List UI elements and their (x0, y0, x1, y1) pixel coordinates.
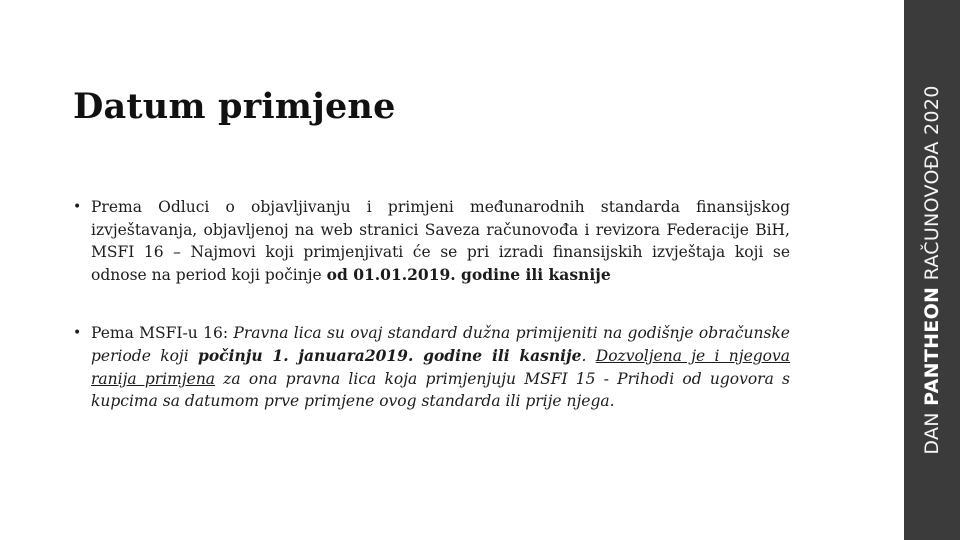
bullet-lead: Pema MSFI-u 16: (91, 324, 234, 343)
bullet-point-msfi (73, 322, 790, 412)
brand-suffix: RAČUNOVOĐA 2020 (921, 85, 943, 287)
bullet-bold-date: počinju 1. januara2019. godine ili kasnije (198, 345, 582, 365)
bullet-point-odluka (73, 196, 790, 286)
brand-bold: PANTHEON (921, 286, 943, 406)
bullet-text-italic-end: za ona pravna lica koja primjenjuju MSFI 15 - Prihodi od ugovora s kupcima sa datumom prve primjene ovog standarda ili prije njega. (91, 369, 790, 411)
bullet-bold-date: od 01.01.2019. godine ili kasnije (326, 264, 611, 284)
brand-label (921, 85, 943, 454)
bullet-dot-icon: • (73, 325, 82, 342)
bullet-text: Prema Odluci o objavljivanju i primjeni međunarodnih standarda finansijskog izvještavanja, objavljenoj na web stranici Saveza računovođa i revizora Federacije BiH, MSFI 16 – Najmovi koji primjenjivati će se pri izradi finansijskih izvještaja koji se odnose na period koji počinje (91, 198, 790, 284)
bullet-period: . (581, 346, 596, 365)
bullet-underlined-text: Dozvoljena je i njegova ranija primjena (91, 346, 791, 388)
content-body (73, 196, 790, 413)
bullet-dot-icon: • (73, 199, 82, 215)
page-title: Datum primjene (73, 86, 396, 127)
bullet-text-italic: Pravna lica su ovaj standard dužna primijeniti na godišnje obračunske periode koji (91, 324, 790, 365)
brand-prefix: DAN (921, 405, 943, 455)
